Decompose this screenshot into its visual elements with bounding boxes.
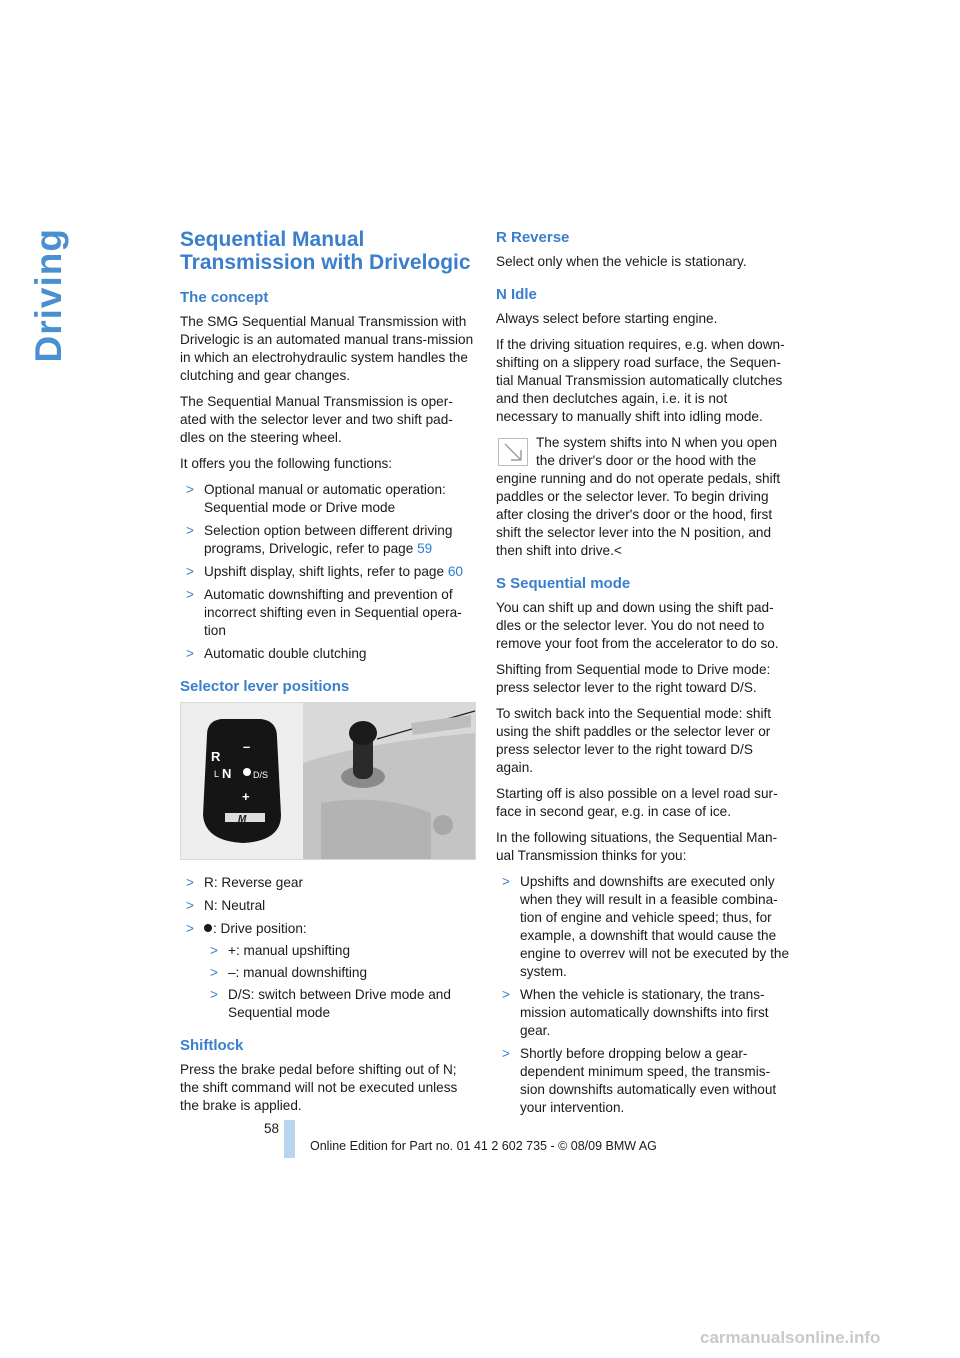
page-number: 58	[264, 1121, 280, 1136]
chapter-side-tab: Driving	[28, 228, 69, 363]
selector-lever-figure	[180, 702, 476, 860]
footer-edition: Online Edition for Part no. 01 41 2 602 735 - © 08/09 BMW AG	[310, 1139, 657, 1153]
section-title: Sequential Manual Transmission with Drivelogic	[180, 228, 471, 274]
list-item: > R: Reverse gear	[180, 874, 474, 892]
reverse-paragraph: Select only when the vehicle is stationary.	[496, 254, 747, 269]
sequential-paragraph: To switch back into the Sequential mode: shift using the shift paddles or the selector lever or press selector lever to the right toward D/S again.	[496, 706, 772, 775]
list-item: > –: manual downshifting	[204, 964, 474, 982]
concept-paragraph: The SMG Sequential Manual Transmission with Drivelogic is an automated manual trans-mission in which an electrohydraulic system handles the clutching and gear changes.	[180, 314, 474, 383]
positions-list	[180, 874, 474, 1022]
selector-lever-illustration	[181, 703, 475, 859]
list-item: > Automatic double clutching	[180, 645, 474, 663]
console-photo	[303, 703, 475, 859]
right-column	[496, 228, 790, 1125]
list-item: > Upshifts and downshifts are executed only when they will result in a feasible combina-tion of engine and vehicle speed; thus, for example, a downshift that would cause the engine to overrev will not be executed by the system.	[496, 873, 790, 981]
sequential-paragraph: Starting off is also possible on a level road sur-face in second gear, e.g. in case of ice.	[496, 786, 778, 819]
sequential-heading: S Sequential mode	[496, 575, 631, 592]
shiftlock-heading: Shiftlock	[180, 1037, 244, 1054]
knob-label-l: L	[214, 769, 220, 779]
note-icon	[498, 438, 528, 466]
knob-label-r: R	[211, 749, 221, 764]
list-item: > Shortly before dropping below a gear-dependent minimum speed, the transmis-sion downshifts automatically even without your intervention.	[496, 1045, 790, 1117]
page-link-60[interactable]: 60	[447, 564, 463, 579]
functions-list	[180, 481, 474, 663]
sequential-paragraph: Shifting from Sequential mode to Drive mode: press selector lever to the right toward D/S.	[496, 662, 771, 695]
concept-heading: The concept	[180, 289, 269, 306]
list-item	[180, 563, 474, 581]
shiftlock-paragraph: Press the brake pedal before shifting out of N; the shift command will not be executed unless the brake is applied.	[180, 1062, 458, 1113]
sequential-paragraph: In the following situations, the Sequential Man-ual Transmission thinks for you:	[496, 830, 778, 863]
list-item: > When the vehicle is stationary, the trans-mission automatically downshifts into first gear.	[496, 986, 790, 1040]
footer-accent-bar	[284, 1120, 295, 1158]
knob-brand-label: M	[238, 814, 247, 825]
knob-closeup	[181, 703, 303, 859]
sequential-paragraph: You can shift up and down using the shift pad-dles or the selector lever. You do not need to remove your foot from the accelerator to do so.	[496, 600, 779, 651]
list-item	[180, 522, 474, 558]
sequential-list	[496, 873, 790, 1117]
list-item: > D/S: switch between Drive mode and Sequential mode	[204, 986, 474, 1022]
reverse-heading: R Reverse	[496, 229, 570, 246]
watermark: carmanualsonline.info	[700, 1328, 881, 1347]
knob-label-plus: +	[242, 789, 250, 804]
list-item: > N: Neutral	[180, 897, 474, 915]
knob-label-ds: D/S	[253, 770, 269, 780]
concept-paragraph: It offers you the following functions:	[180, 456, 393, 471]
knob-label-n: N	[222, 766, 232, 781]
idle-paragraph: Always select before starting engine.	[496, 311, 718, 326]
knob-label-minus: –	[243, 739, 251, 754]
list-item: > +: manual upshifting	[204, 942, 474, 960]
drive-dot-icon	[204, 924, 212, 932]
list-item: > Automatic downshifting and prevention of incorrect shifting even in Sequential opera-tion	[180, 586, 474, 640]
drive-sublist	[204, 942, 474, 1022]
concept-paragraph: The Sequential Manual Transmission is oper-ated with the selector lever and two shift pad-dles on the steering wheel.	[180, 394, 453, 445]
list-item-text: : Drive position:	[213, 921, 307, 936]
list-item: > Optional manual or automatic operation: Sequential mode or Drive mode	[180, 481, 474, 517]
idle-heading: N Idle	[496, 286, 537, 303]
idle-paragraph: If the driving situation requires, e.g. when down-shifting on a slippery road surface, the Sequen-tial Manual Transmission automatically clutches and then declutches again, i.e. it is not necessary to manually shift into idling mode.	[496, 337, 785, 424]
note-block	[496, 434, 790, 560]
left-column	[180, 228, 474, 1123]
note-text: The system shifts into N when you open the driver's door or the hood with the engine running and do not operate pedals, shift paddles or the selector lever. To begin driving after closing the driver's door or the hood, first shift the selector lever into the N position, and then shift into drive.<	[496, 435, 781, 558]
list-item-text: Upshift display, shift lights, refer to page	[204, 564, 448, 579]
list-item	[180, 920, 474, 1022]
page-link-59[interactable]: 59	[417, 541, 433, 556]
list-item-text: Selection option between different driving programs, Drivelogic, refer to page	[204, 523, 453, 556]
selector-heading: Selector lever positions	[180, 678, 350, 695]
